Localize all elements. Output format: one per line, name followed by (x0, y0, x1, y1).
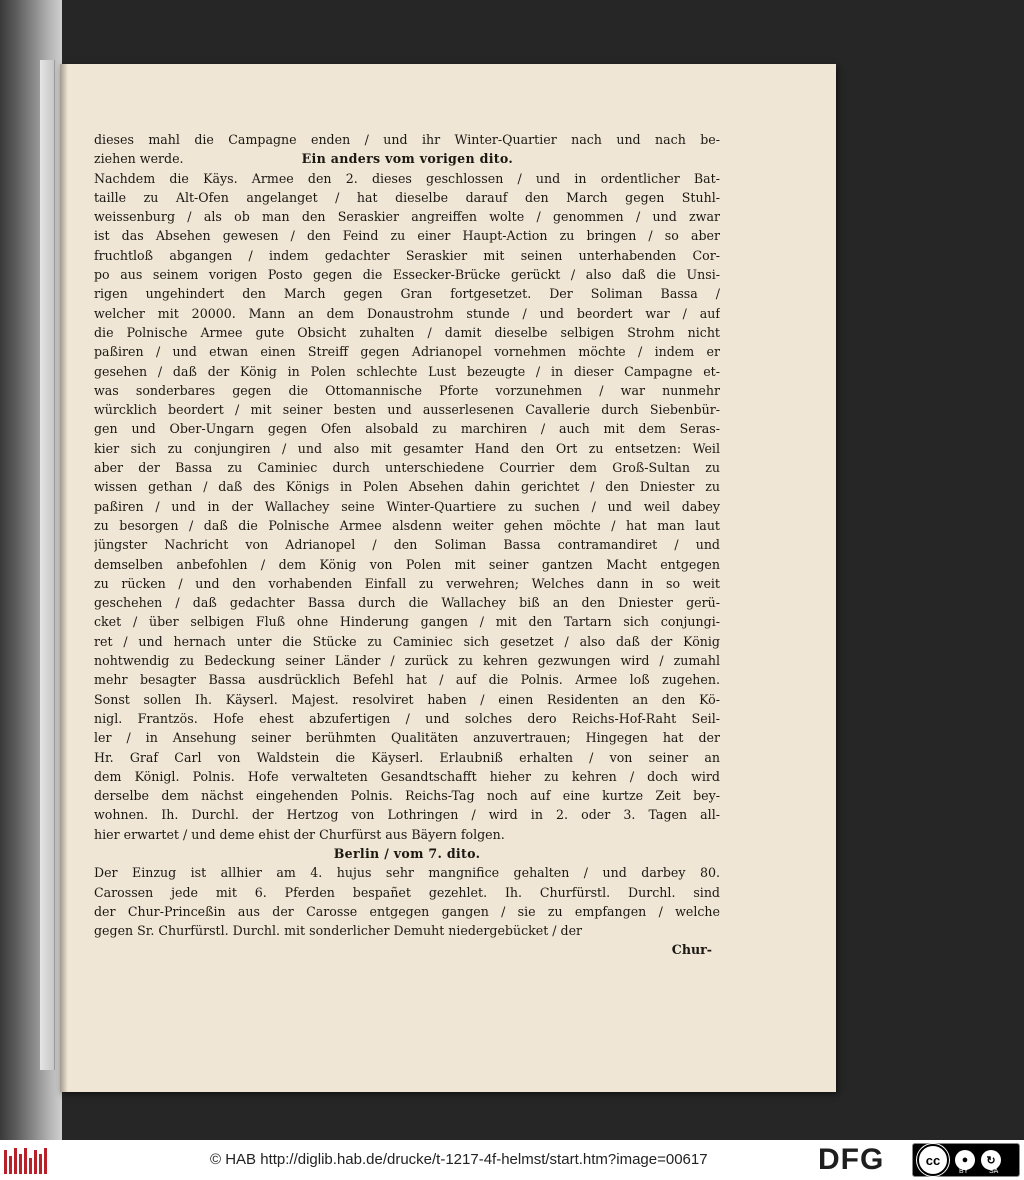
cc-icon: cc (917, 1144, 949, 1176)
text-line: ret / und hernach unter die Stücke zu Caminiec sich gesetzet / also daß der König (94, 633, 720, 649)
text-line: demselben anbefohlen / dem König von Polen mit seiner gantzen Macht entgegen (94, 556, 720, 572)
text-line: zu besorgen / daß die Polnische Armee alsdenn weiter gehen möchte / hat man laut (94, 517, 720, 533)
text-line: aber der Bassa zu Caminiec durch unterschiedene Courrier dem Groß-Sultan zu (94, 460, 720, 476)
text-line: taille zu Alt-Ofen angelanget / hat dieselbe darauf den March gegen Stuhl- (94, 189, 720, 205)
text-line: gegen Sr. Churfürstl. Durchl. mit sonderlicher Demuht niedergebücket / der (94, 923, 583, 939)
text-line: paßiren / und etwan einen Streiff gegen Adrianopel vornehmen möchte / indem er (94, 344, 720, 360)
section-heading: Ein anders vom vorigen dito. (301, 151, 514, 167)
text-line: hier erwartet / und deme ehist der Churfürst aus Bäyern folgen. (94, 826, 505, 842)
text-line: Carossen jede mit 6. Pferden bespañet gezehlet. Ih. Churfürstl. Durchl. sind (94, 884, 720, 900)
scanned-page (60, 64, 836, 1092)
text-line: wissen gethan / daß des Königs in Polen Absehen dahin gerichtet / den Dniester zu (94, 479, 720, 495)
viewer-footer (0, 1140, 1024, 1180)
text-line-fragment: ziehen werde. (94, 151, 184, 167)
text-line: Hr. Graf Carl von Waldstein die Käyserl. Erlaubniß erhalten / von seiner an (94, 749, 720, 765)
dfg-logo: DFG (818, 1143, 885, 1176)
text-line: gesehen / daß der König in Polen schlechte Lust bezeugte / in dieser Campagne et- (94, 363, 720, 379)
share-alike-icon: ↻ (981, 1150, 1001, 1170)
text-line: derselbe dem nächst eingehenden Polnis. Reichs-Tag noch auf eine kurtze Zeit bey- (94, 788, 720, 804)
text-line: jüngster Nachricht von Adrianopel / den Soliman Bassa contramandiret / und (94, 537, 720, 553)
text-line: Der Einzug ist allhier am 4. hujus sehr mangnifice gehalten / und darbey 80. (94, 865, 720, 881)
text-line: wohnen. Ih. Durchl. der Hertzog von Lothringen / wird in 2. oder 3. Tagen all- (94, 807, 720, 823)
text-line: was sonderbares gegen die Ottomannische Pforte vorzunehmen / war nunmehr (94, 382, 720, 398)
text-line: cket / über selbigen Fluß ohne Hinderung gangen / mit den Tartarn sich conjungi- (94, 614, 720, 630)
text-line: fruchtloß abgangen / indem gedachter Seraskier mit seinen unterhabenden Cor- (94, 247, 720, 263)
citation-link[interactable]: © HAB http://diglib.hab.de/drucke/t-1217-4f-helmst/start.htm?image=00617 (210, 1151, 708, 1168)
by-icon: ● (955, 1150, 975, 1170)
text-line: kier sich zu conjungiren / und also mit gesamter Hand den Ort zu entsetzen: Weil (94, 440, 720, 456)
text-line: Nachdem die Käys. Armee den 2. dieses geschlossen / und in ordentlicher Bat- (94, 170, 720, 186)
text-line: Sonst sollen Ih. Käyserl. Majest. resolviret haben / einen Residenten an den Kö- (94, 691, 720, 707)
text-line: mehr besagter Bassa ausdrücklich Befehl hat / auf die Polnis. Armee loß zugehen. (94, 672, 720, 688)
page-gutter (60, 64, 68, 1092)
catchword: Chur- (671, 942, 712, 958)
text-line: geschehen / daß gedachter Bassa durch die Wallachey biß an den Dniester gerü- (94, 595, 720, 611)
section-heading: Berlin / vom 7. dito. (333, 845, 481, 861)
previous-page-edge (40, 60, 55, 1070)
sa-label: SA (989, 1168, 999, 1175)
license-badge[interactable] (912, 1143, 1020, 1177)
text-line: die Polnische Armee gute Obsicht zuhalten / damit dieselbe selbigen Strohm nicht (94, 324, 720, 340)
text-line: rigen ungehindert den March gegen Gran fortgesetzet. Der Soliman Bassa / (94, 286, 720, 302)
text-line: dem Königl. Polnis. Hofe verwalteten Gesandtschafft hieher zu kehren / doch wird (94, 768, 720, 784)
text-line: der Chur-Princeßin aus der Carosse entgegen gangen / sie zu empfangen / welche (94, 903, 720, 919)
paragraph (94, 169, 720, 844)
paragraph (94, 863, 720, 940)
text-line: ist das Absehen gewesen / den Feind zu einer Haupt-Action zu bringen / so aber (94, 228, 720, 244)
text-line: paßiren / und in der Wallachey seine Winter-Quartiere zu suchen / und weil dabey (94, 498, 720, 514)
text-line: po aus seinem vorigen Posto gegen die Essecker-Brücke gerückt / also daß die Unsi- (94, 267, 720, 283)
text-line: zu rücken / und den vorhabenden Einfall zu verwehren; Welches dann in so weit (94, 575, 720, 591)
text-line: nohtwendig zu Bedeckung seiner Länder / zurück zu kehren gezwungen wird / zumahl (94, 653, 720, 669)
text-line: nigl. Frantzös. Hofe ehest abzufertigen / und solches dero Reichs-Hof-Raht Seil- (94, 710, 720, 726)
text-line: welcher mit 20000. Mann an dem Donaustrohm stunde / und beordert war / auf (94, 305, 720, 321)
page-text (94, 130, 720, 960)
text-line: würcklich beordert / mit seiner besten und ausserlesenen Cavallerie durch Siebenbür- (94, 402, 720, 418)
text-line: weissenburg / als ob man den Seraskier angreiffen wolte / genommen / und zwar (94, 209, 720, 225)
text-line: dieses mahl die Campagne enden / und ihr Winter-Quartier nach und nach be- (94, 132, 720, 147)
hab-logo-icon (4, 1146, 50, 1174)
text-line (94, 149, 720, 168)
text-line: gen und Ober-Ungarn gegen Ofen alsobald zu marchiren / auch mit dem Seras- (94, 421, 720, 437)
by-label: BY (959, 1168, 969, 1175)
book-binding (0, 0, 62, 1140)
text-line: ler / in Ansehung seiner berühmten Qualitäten anzuvertrauen; Hingegen hat der (94, 730, 720, 746)
